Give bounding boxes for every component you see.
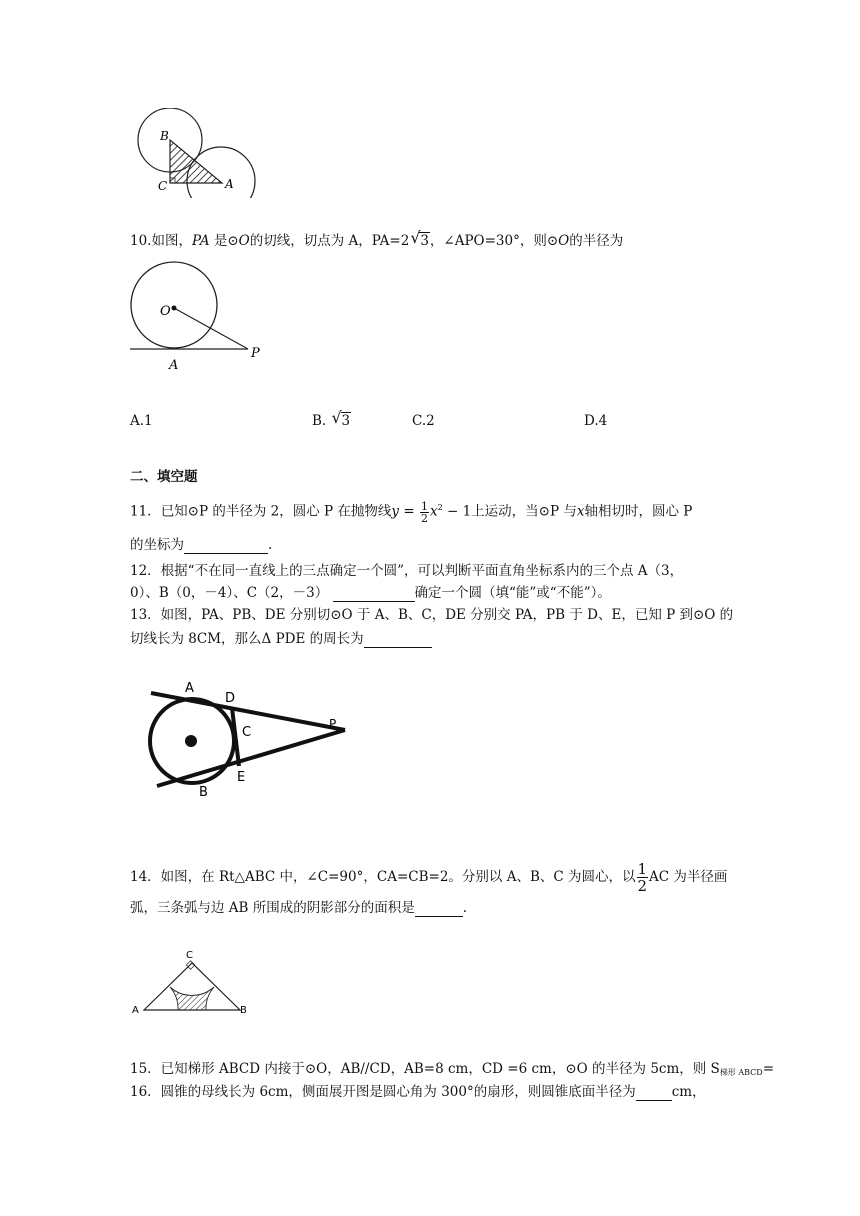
- label-b: B: [160, 129, 169, 143]
- answer-blank-16[interactable]: [636, 1086, 672, 1101]
- question-11: 11．已知⊙P 的半径为 2，圆心 P 在抛物线y = $\frac{1}{2}$ $x^2 - 1$上运动，当⊙P 与x轴相切时，圆心 P: [130, 499, 693, 525]
- question-12-line2: 0）、B（0，－4）、C（2，－3） 确定一个圆（填“能”或“不能”）。: [130, 585, 611, 601]
- sqrt-3: √ 3: [410, 228, 429, 249]
- answer-blank-11[interactable]: [184, 539, 268, 554]
- label-c: C: [242, 725, 252, 740]
- option-b: B. √ 3: [312, 408, 351, 429]
- label-a: A: [132, 1005, 139, 1016]
- question-16: 16．圆锥的母线长为 6cm，侧面展开图是圆心角为 300°的扇形，则圆锥底面半径为 cm，: [130, 1084, 706, 1100]
- answer-blank-13[interactable]: [364, 633, 432, 648]
- question-13-line1: 13．如图，PA、PB、DE 分别切⊙O 于 A、B、C，DE 分别交 PA，PB 于 D、E，已知 P 到⊙O 的: [130, 607, 734, 623]
- label-o: O: [160, 304, 171, 319]
- question-14-line1: 14．如图，在 Rt△ABC 中，∠C=90°，CA=CB=2。分别以 A、B、C 为圆心，以 $\frac{1}{2}$ AC 为半径画: [130, 860, 728, 895]
- question-14-line2: 弧，三条弧与边 AB 所围成的阴影部分的面积是 .: [130, 900, 468, 916]
- question-11-line2: 的坐标为 .: [130, 537, 273, 553]
- question-15: 15．已知梯形 ABCD 内接于⊙O，AB//CD，AB=8 cm，CD =6 cm，⊙O 的半径为 5cm，则 $S_{梯形 ABCD}=$: [130, 1061, 775, 1077]
- label-a: A: [185, 681, 194, 696]
- figure-tangent-triangle: [145, 678, 360, 803]
- shaded-region: [170, 987, 214, 1010]
- q10-number: 10.: [130, 233, 152, 249]
- label-c: C: [186, 950, 193, 961]
- label-d: D: [225, 691, 236, 706]
- answer-blank-12[interactable]: [333, 587, 415, 602]
- label-b: B: [240, 1005, 247, 1016]
- circle-o: [131, 262, 217, 348]
- label-p: P: [251, 346, 260, 361]
- section-title: 二、填空题: [130, 469, 198, 485]
- segment-op: [174, 308, 248, 349]
- question-13-line2: 切线长为 8CM，那么Δ PDE 的周长为: [130, 630, 432, 648]
- figure-tangent-circle: [128, 260, 278, 375]
- question-10: 10.如图，PA 是⊙O的切线，切点为 A，PA=2 √ 3，∠APO=30°，则⊙O的半径为: [130, 228, 624, 249]
- question-12-line1: 12．根据“不在同一直线上的三点确定一个圆”，可以判断平面直角坐标系内的三个点 A（3，: [130, 563, 684, 579]
- option-d: D.4: [584, 413, 608, 429]
- figure-triangle-arcs: [130, 945, 260, 1020]
- option-c: C.2: [412, 413, 435, 429]
- shaded-triangle: [170, 140, 222, 183]
- label-b: B: [199, 785, 208, 800]
- option-a: A.1: [130, 413, 153, 429]
- label-a: A: [225, 177, 234, 191]
- answer-blank-14[interactable]: [415, 902, 463, 917]
- label-c: C: [158, 179, 168, 193]
- label-p: P: [329, 717, 337, 731]
- label-e: E: [237, 770, 246, 785]
- label-a: A: [169, 358, 179, 373]
- figure-two-circles: [130, 108, 260, 198]
